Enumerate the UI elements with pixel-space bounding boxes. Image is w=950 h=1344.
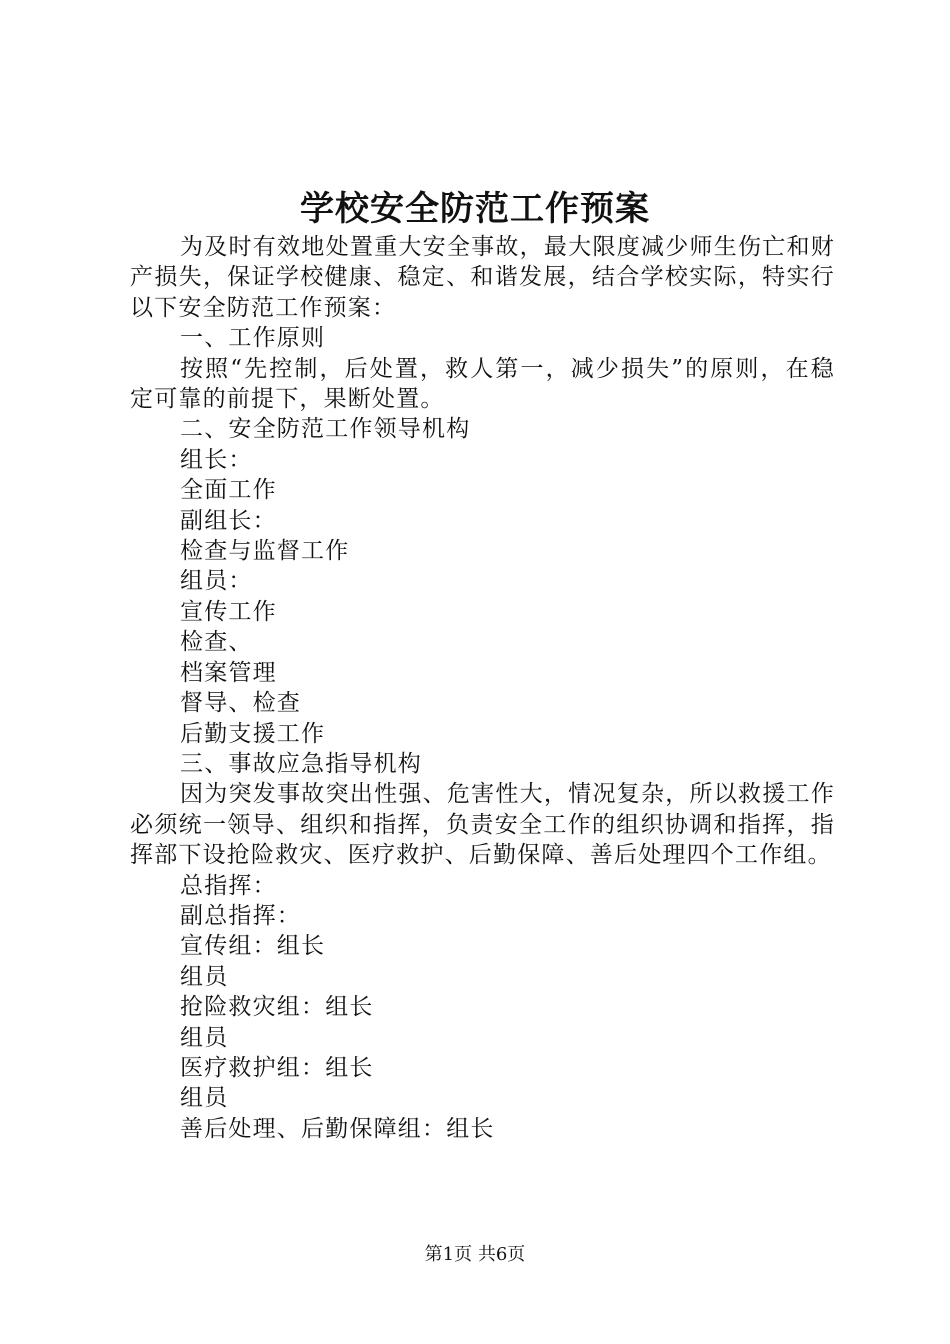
intro-paragraph: 为及时有效地处置重大安全事故，最大限度减少师生伤亡和财产损失，保证学校健康、稳定、和谐发展，结合学校实际，特实行以下安全防范工作预案： — [130, 234, 835, 321]
deputy-commander-line: 副总指挥： — [180, 902, 301, 929]
section-heading-emergency: 三、事故应急指导机构 — [180, 750, 422, 777]
rescue-group-members: 组员 — [180, 1024, 229, 1051]
document-title: 学校安全防范工作预案 — [300, 189, 650, 229]
medical-group-members: 组员 — [180, 1085, 229, 1112]
rescue-group-leader: 抢险救灾组：组长 — [180, 994, 374, 1021]
leader-line: 组长： — [180, 446, 253, 473]
aftermath-group-leader: 善后处理、后勤保障组：组长 — [180, 1115, 495, 1142]
member-duty-supervision: 督导、检查 — [180, 690, 301, 717]
chief-commander-line: 总指挥： — [180, 872, 277, 899]
member-duty-publicity: 宣传工作 — [180, 598, 277, 625]
section-heading-principles: 一、工作原则 — [180, 325, 326, 352]
deputy-leader-line: 副组长： — [180, 507, 277, 534]
publicity-group-leader: 宣传组：组长 — [180, 933, 326, 960]
publicity-group-members: 组员 — [180, 963, 229, 990]
member-duty-archives: 档案管理 — [180, 659, 277, 686]
section-heading-leadership: 二、安全防范工作领导机构 — [180, 416, 471, 443]
members-line: 组员： — [180, 568, 253, 595]
member-duty-inspection: 检查、 — [180, 629, 253, 656]
document-body — [130, 232, 835, 1144]
page-number: 第1页 共6页 — [424, 1244, 526, 1265]
member-duty-logistics: 后勤支援工作 — [180, 720, 326, 747]
leader-duty-line: 全面工作 — [180, 477, 277, 504]
medical-group-leader: 医疗救护组：组长 — [180, 1054, 374, 1081]
deputy-duty-line: 检查与监督工作 — [180, 538, 350, 565]
emergency-paragraph: 因为突发事故突出性强、危害性大，情况复杂，所以救援工作必须统一领导、组织和指挥，负责安全工作的组织协调和指挥，指挥部下设抢险救灾、医疗救护、后勤保障、善后处理四个工作组。 — [130, 781, 835, 869]
principles-paragraph: 按照“先控制，后处置，救人第一，减少损失”的原则，在稳定可靠的前提下，果断处置。 — [130, 355, 835, 413]
